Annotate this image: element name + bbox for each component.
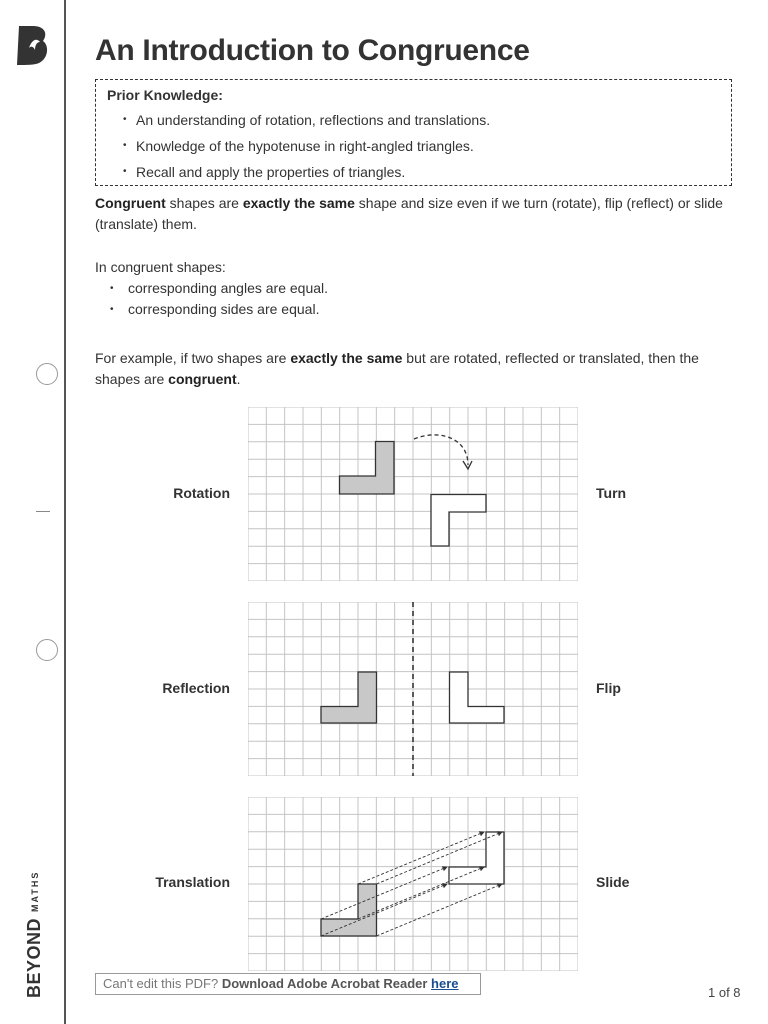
list-item: • Recall and apply the properties of triangles. [123, 159, 720, 185]
reflection-grid [248, 602, 578, 776]
fold-mark [36, 511, 50, 512]
text: Can't edit this PDF? [103, 976, 222, 991]
l-shape-rotated [431, 495, 486, 547]
brand-sub: MATHS [29, 870, 40, 912]
list-item: • Knowledge of the hypotenuse in right-angled triangles. [123, 133, 720, 159]
keyword-same: exactly the same [290, 350, 403, 366]
slide-label: Slide [596, 874, 630, 890]
punch-hole-top [36, 363, 58, 385]
rotation-label: Rotation [173, 485, 230, 501]
keyword-same: exactly the same [242, 195, 355, 211]
translation-grid [248, 797, 578, 971]
beyond-logo-icon [15, 24, 51, 66]
list-item: • An understanding of rotation, reflections and translations. [123, 107, 720, 133]
brand-main: BEYOND [24, 917, 44, 998]
text: For example, if two shapes are [95, 350, 291, 366]
turn-label: Turn [596, 485, 627, 501]
congruent-properties-list [110, 278, 328, 320]
prior-knowledge-box [95, 79, 732, 186]
translation-label: Translation [155, 874, 230, 890]
page-title: An Introduction to Congruence [95, 34, 530, 67]
l-shape-original [340, 442, 395, 495]
prior-knowledge-heading: Prior Knowledge: [107, 87, 223, 103]
reflection-label: Reflection [162, 680, 230, 696]
text: but are rotated, reflected or translated, then the shapes are [95, 350, 699, 387]
margin-line [64, 0, 66, 1024]
text: shapes are [165, 195, 243, 211]
list-item: • corresponding sides are equal. [110, 299, 328, 320]
prior-knowledge-list [107, 107, 720, 185]
punch-hole-bottom [36, 639, 58, 661]
flip-label: Flip [596, 680, 621, 696]
l-shape-reflected [450, 672, 505, 723]
example-paragraph [95, 348, 732, 389]
l-shape-translated [449, 832, 504, 884]
edit-pdf-notice [95, 973, 481, 995]
download-link[interactable]: here [431, 976, 459, 991]
text: Download Adobe Acrobat Reader [221, 976, 432, 991]
grid-lines [248, 797, 578, 971]
keyword-congruent: congruent [168, 370, 237, 387]
page-number: 1 of 8 [708, 985, 741, 1000]
beyond-maths-brand [24, 871, 45, 998]
l-shape-original [321, 672, 377, 723]
definition-paragraph [95, 193, 732, 234]
in-congruent-intro: In congruent shapes: [95, 259, 226, 275]
rotation-arrow-icon [414, 435, 468, 465]
rotation-grid [248, 407, 578, 581]
grid-lines [248, 407, 578, 581]
l-shape-original [321, 884, 377, 936]
list-item: • corresponding angles are equal. [110, 278, 328, 299]
text: . [236, 370, 241, 387]
text: shape and size even if we turn (rotate), flip (reflect) or slide (translate) them. [95, 195, 723, 232]
keyword-congruent: Congruent [95, 195, 166, 211]
